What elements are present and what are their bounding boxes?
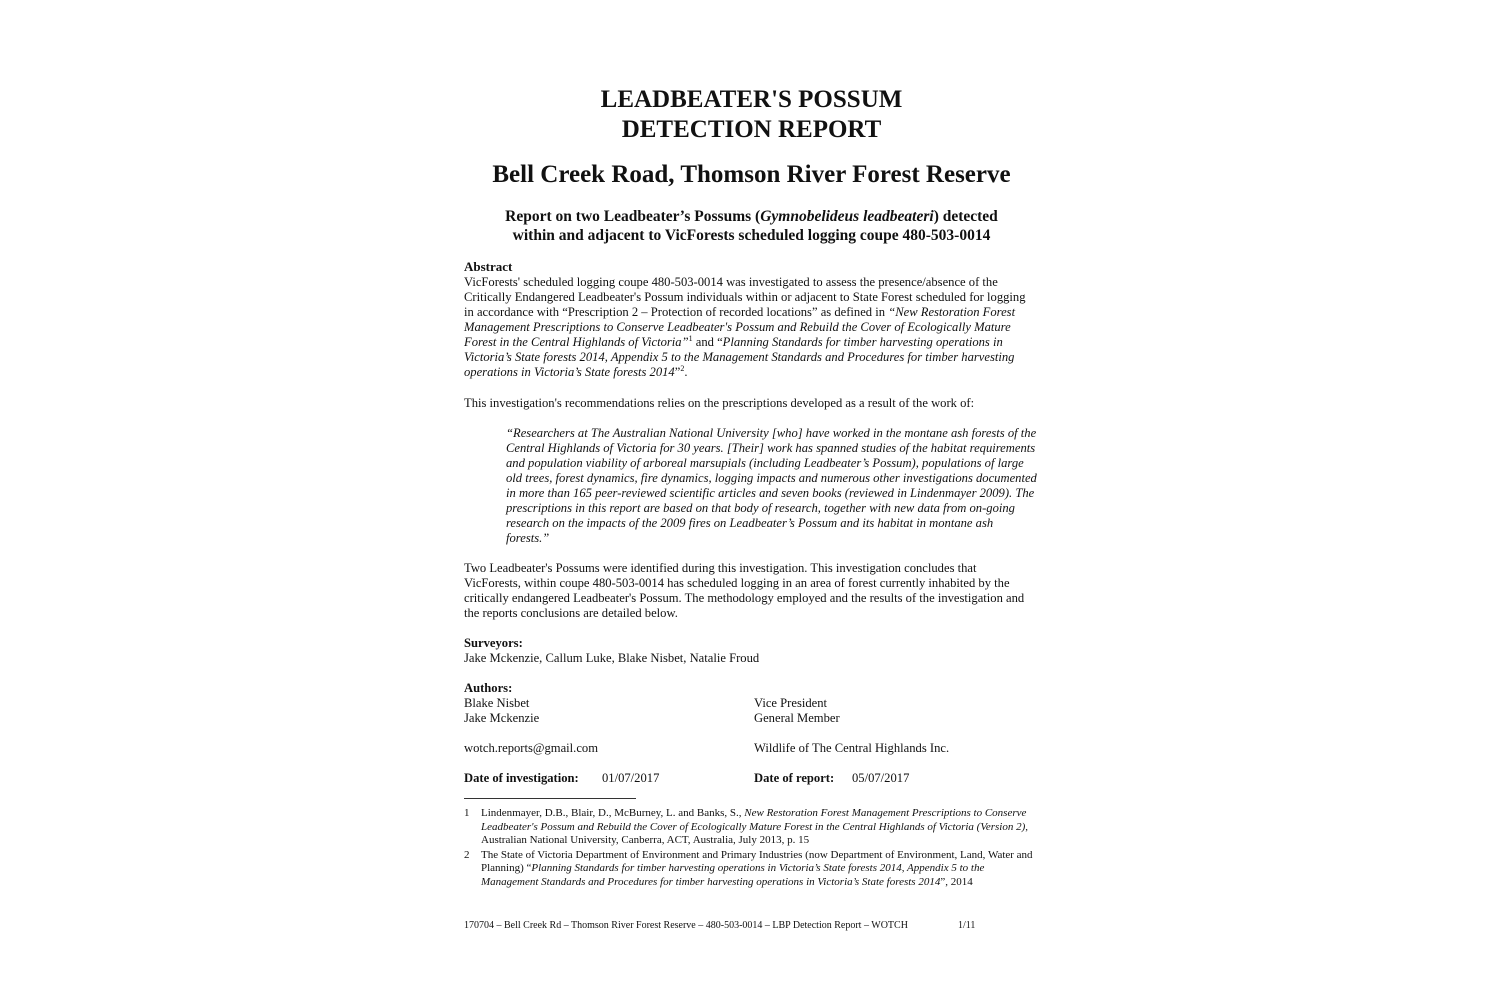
- contact-email[interactable]: wotch.reports@gmail.com: [464, 741, 599, 755]
- footnote-text-b: , Australian National University, Canberra, ACT, Australia, July 2013, p. 15: [481, 820, 1028, 846]
- page-footer: [464, 920, 1039, 932]
- author-name: Blake Nisbet: [464, 696, 530, 710]
- page-number: 1/11: [958, 920, 976, 931]
- authors-label: Authors:: [464, 681, 513, 695]
- investigation-date-label: [464, 771, 579, 786]
- author-role: General Member: [754, 711, 840, 725]
- footnote-number: 2: [464, 848, 470, 861]
- abstract-text-a: VicForests' scheduled logging coupe 480-503-0014 was investigated to assess the presence/absence of the Critically Endangered Leadbeater's Possum individuals within or adjacent to State Forest scheduled for logging in accordance with “Prescription 2 – Protection of recorded locations” as defined in: [464, 275, 1026, 319]
- report-lead: [464, 207, 1039, 245]
- author-name: Jake Mckenzie: [464, 711, 540, 725]
- organization-name: Wildlife of The Central Highlands Inc.: [754, 741, 950, 755]
- footnote-text-b: ”, 2014: [940, 875, 973, 888]
- footnote-title: New Restoration Forest Management Prescriptions to Conserve Leadbeater's Possum and Rebuild the Cover of Ecologically Mature Forest in the Central Highlands of Victoria (Version 2): [481, 807, 1027, 833]
- lead-line-1-a: Report on two Leadbeater’s Possums (: [505, 208, 761, 225]
- footnote-item: [464, 849, 1039, 890]
- authors-section: [464, 681, 1039, 726]
- species-name: Gymnobelideus leadbeateri: [760, 208, 934, 225]
- abstract-text-b: and “: [692, 335, 723, 349]
- dates-line: [464, 771, 1039, 786]
- footer-text: 170704 – Bell Creek Rd – Thomson River Forest Reserve – 480-503-0014 – LBP Detection Report – WOTCH: [464, 920, 908, 931]
- author-row: [464, 696, 1039, 711]
- lead-line-1-b: ) detected: [933, 208, 998, 225]
- report-date-value: 05/07/2017: [852, 771, 910, 785]
- abstract-text-d: .: [684, 365, 688, 379]
- contact-row: [464, 741, 1039, 756]
- dates-row: [464, 771, 1039, 786]
- footnote-divider: [464, 798, 636, 799]
- report-date-label-text: Date of report:: [754, 771, 835, 785]
- investigation-date-value: 01/07/2017: [602, 771, 660, 785]
- surveyors-section: [464, 636, 1039, 666]
- report-date-label: [754, 771, 834, 786]
- footnote-text-a: The State of Victoria Department of Environment and Primary Industries (now Department of Environment, Land, Water and Planning) “: [481, 848, 1033, 874]
- abstract-citation-2: Planning Standards for timber harvesting operations in Victoria’s State forests 2014, Appendix 5 to the Management Standards and Procedures for timber harvesting operations in Victoria’s State forests 2014: [464, 335, 1015, 379]
- footnote-number: 1: [464, 807, 470, 819]
- title-line-1: LEADBEATER'S POSSUM: [600, 86, 903, 113]
- intro-line: This investigation's recommendations relies on the prescriptions developed as a result of the work of:: [464, 396, 975, 410]
- surveyors-names: Jake Mckenzie, Callum Luke, Blake Nisbet, Natalie Froud: [464, 651, 760, 665]
- footnote-ref-1: 1: [688, 333, 693, 343]
- report-subtitle: Bell Creek Road, Thomson River Forest Reserve: [492, 161, 1011, 188]
- footnote-title: Planning Standards for timber harvesting operations in Victoria’s State forests 2014, Appendix 5 to the Management Standards and Procedures for timber harvesting operations in Victoria’s State forests 2014: [481, 862, 985, 888]
- footnote-ref-2: 2: [680, 363, 685, 373]
- abstract-section: [464, 259, 1029, 380]
- conclusion-paragraph: Two Leadbeater's Possums were identified during this investigation. This investigation concludes that VicForests, within coupe 480-503-0014 has scheduled logging in an area of forest currently inhabited by the critically endangered Leadbeater's Possum. The methodology employed and the results of the investigation and the reports conclusions are detailed below.: [464, 561, 1025, 620]
- title-line-2: DETECTION REPORT: [621, 116, 882, 143]
- lead-line-1: [464, 207, 1039, 226]
- investigation-date-label-text: Date of investigation:: [464, 771, 579, 785]
- author-role: Vice President: [754, 696, 828, 710]
- surveyors-label: Surveyors:: [464, 636, 523, 650]
- abstract-heading: Abstract: [464, 259, 513, 274]
- footnotes-section: [464, 807, 1039, 890]
- abstract-citation-1: “New Restoration Forest Management Prescriptions to Conserve Leadbeater's Possum and Rebuild the Cover of Ecologically Mature Forest in the Central Highlands of Victoria”: [464, 305, 1016, 349]
- block-quote: “Researchers at The Australian National University [who] have worked in the montane ash forests of the Central Highlands of Victoria for 30 years. [Their] work has spanned studies of the habitat requirements and population viability of arboreal marsupials (including Leadbeater’s Possum), populations of large old trees, forest dynamics, fire dynamics, logging impacts and numerous other investigations documented in more than 165 peer-reviewed scientific articles and seven books (reviewed in Lindenmayer 2009). The prescriptions in this report are based on that body of research, together with new data from on-going research on the impacts of the 2009 fires on Leadbeater’s Possum and its habitat in montane ash forests.”: [506, 426, 1037, 545]
- author-row: [464, 711, 1039, 726]
- abstract-text-c: ”: [674, 365, 681, 379]
- report-title: [464, 85, 1039, 145]
- contact-line: [464, 741, 1039, 756]
- footnote-text-a: Lindenmayer, D.B., Blair, D., McBurney, L. and Banks, S.,: [481, 807, 745, 819]
- lead-line-2: within and adjacent to VicForests scheduled logging coupe 480-503-0014: [512, 227, 991, 244]
- footnote-item: [464, 807, 1039, 848]
- abstract-text: [464, 275, 1029, 380]
